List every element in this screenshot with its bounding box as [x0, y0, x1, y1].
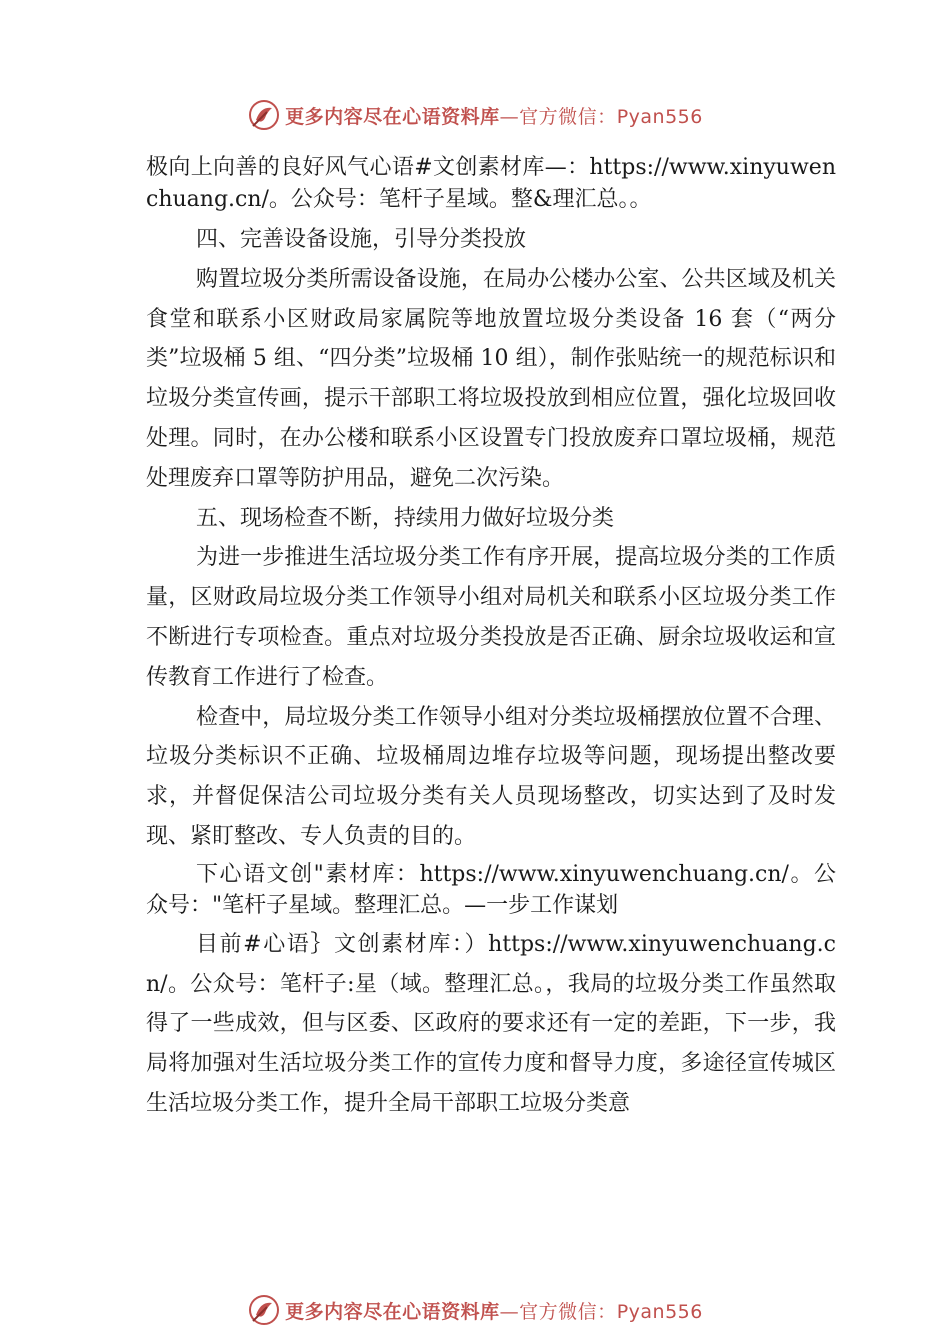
paragraph-next-step: 目前#心语｝文创素材库：）https://www.xinyuwenchuang.cn/。公众号：笔杆子:星（域。整理汇总。，我局的垃圾分类工作虽然取得了一些成效，但与区委、区政府的要求还有一定的差距，下一步，我局将加强对生活垃圾分类工作的宣传力度和督导力度，多途径宣传城区生活垃圾分类工作，提升全局干部职工垃圾分类意 — [146, 931, 836, 1116]
header-wechat-id: Pyan556 — [616, 105, 703, 128]
logo-icon — [247, 1293, 281, 1327]
header-banner — [0, 95, 950, 135]
header-label: 官方微信： — [519, 105, 617, 128]
footer-brand: 更多内容尽在心语资料库 — [285, 1300, 500, 1323]
paragraph-equipment: 购置垃圾分类所需设备设施，在局办公楼办公室、公共区域及机关食堂和联系小区财政局家属院等地放置垃圾分类设备 16 套（“两分类”垃圾桶 5 组、“四分类”垃圾桶 10 组），制作张贴统一的规范标识和垃圾分类宣传画，提示干部职工将垃圾投放到相应位置，强化垃圾回收处理。同时，在办公楼和联系小区设置专门投放废弃口罩垃圾桶，规范处理废弃口罩等防护用品，避免二次污染。 — [146, 266, 836, 491]
paragraph-intro: 极向上向善的良好风气心语#文创素材库—：https://www.xinyuwenchuang.cn/。公众号：笔杆子星域。整&理汇总。。 — [146, 155, 836, 212]
header-separator: — — [499, 105, 520, 128]
paragraph-inspection-detail: 检查中，局垃圾分类工作领导小组对分类垃圾桶摆放位置不合理、垃圾分类标识不正确、垃圾桶周边堆存垃圾等问题，现场提出整改要求，并督促保洁公司垃圾分类有关人员现场整改，切实达到了及时发现、紧盯整改、专人负责的目的。 — [146, 704, 836, 849]
paragraph-next-step-heading: 下心语文创"素材库：https://www.xinyuwenchuang.cn/。公众号："笔杆子星域。整理汇总。—一步工作谋划 — [146, 861, 836, 918]
logo-icon — [247, 98, 281, 132]
section-heading-4: 四、完善设备设施，引导分类投放 — [196, 227, 527, 252]
footer-wechat-id: Pyan556 — [616, 1300, 703, 1323]
footer-separator: — — [499, 1300, 520, 1323]
footer-banner — [0, 1290, 950, 1330]
header-brand: 更多内容尽在心语资料库 — [285, 105, 500, 128]
section-heading-5: 五、现场检查不断，持续用力做好垃圾分类 — [196, 505, 615, 531]
paragraph-inspection-intro: 为进一步推进生活垃圾分类工作有序开展，提高垃圾分类的工作质量，区财政局垃圾分类工作领导小组对局机关和联系小区垃圾分类工作不断进行专项检查。重点对垃圾分类投放是否正确、厨余垃圾收运和宣传教育工作进行了检查。 — [146, 545, 836, 690]
document-body — [146, 152, 836, 1124]
footer-label: 官方微信： — [519, 1300, 617, 1323]
